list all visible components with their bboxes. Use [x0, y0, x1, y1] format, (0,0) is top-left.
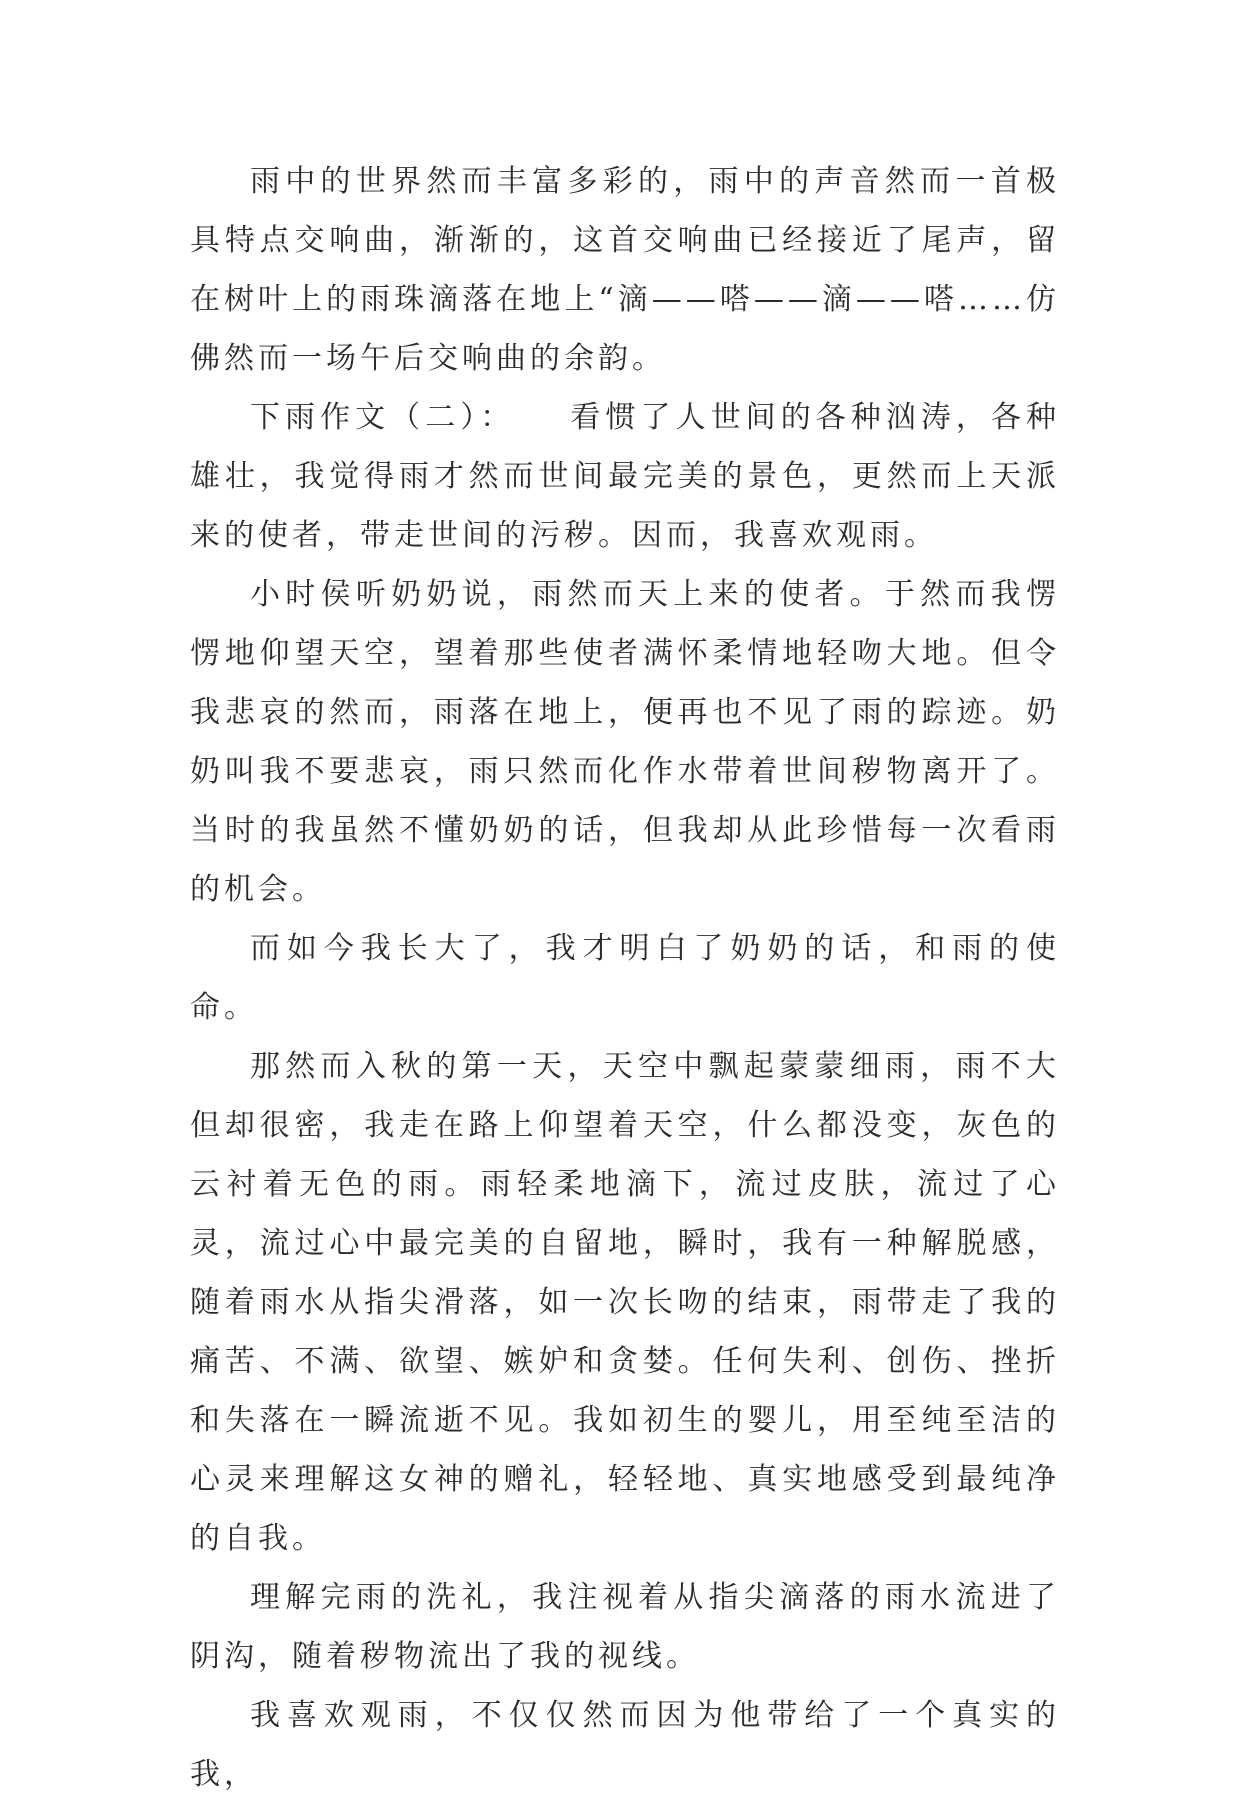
- paragraph-6: 理解完雨的洗礼，我注视着从指尖滴落的雨水流进了阴沟，随着秽物流出了我的视线。: [190, 1580, 1060, 1674]
- paragraph-5: 那然而入秋的第一天，天空中飘起蒙蒙细雨，雨不大但却很密，我走在路上仰望着天空，什么都没变，灰色的云衬着无色的雨。雨轻柔地滴下，流过皮肤，流过了心灵，流过心中最完美的自留地，瞬时，我有一种解脱感，随着雨水从指尖滑落，如一次长吻的结束，雨带走了我的痛苦、不满、欲望、嫉妒和贪婪。任何失利、创伤、挫折和失落在一瞬流逝不见。我如初生的婴儿，用至纯至洁的心灵来理解这女神的赠礼，轻轻地、真实地感受到最纯净的自我。: [190, 1049, 1060, 1556]
- paragraph-2: 下雨作文（二）： 看惯了人世间的各种汹涛，各种雄壮，我觉得雨才然而世间最完美的景色，更然而上天派来的使者，带走世间的污秽。因而，我喜欢观雨。: [190, 400, 1060, 553]
- document-body: [190, 152, 1060, 1804]
- paragraph-7: 我喜欢观雨，不仅仅然而因为他带给了一个真实的我，: [190, 1698, 1060, 1792]
- paragraph-1: 雨中的世界然而丰富多彩的，雨中的声音然而一首极具特点交响曲，渐渐的，这首交响曲已经接近了尾声，留在树叶上的雨珠滴落在地上“滴——嗒——滴——嗒……仿佛然而一场午后交响曲的余韵。: [190, 164, 1060, 376]
- paragraph-4: 而如今我长大了，我才明白了奶奶的话，和雨的使命。: [190, 931, 1060, 1025]
- paragraph-3: 小时侯听奶奶说，雨然而天上来的使者。于然而我愣愣地仰望天空，望着那些使者满怀柔情地轻吻大地。但令我悲哀的然而，雨落在地上，便再也不见了雨的踪迹。奶奶叫我不要悲哀，雨只然而化作水带着世间秽物离开了。当时的我虽然不懂奶奶的话，但我却从此珍惜每一次看雨的机会。: [190, 577, 1060, 907]
